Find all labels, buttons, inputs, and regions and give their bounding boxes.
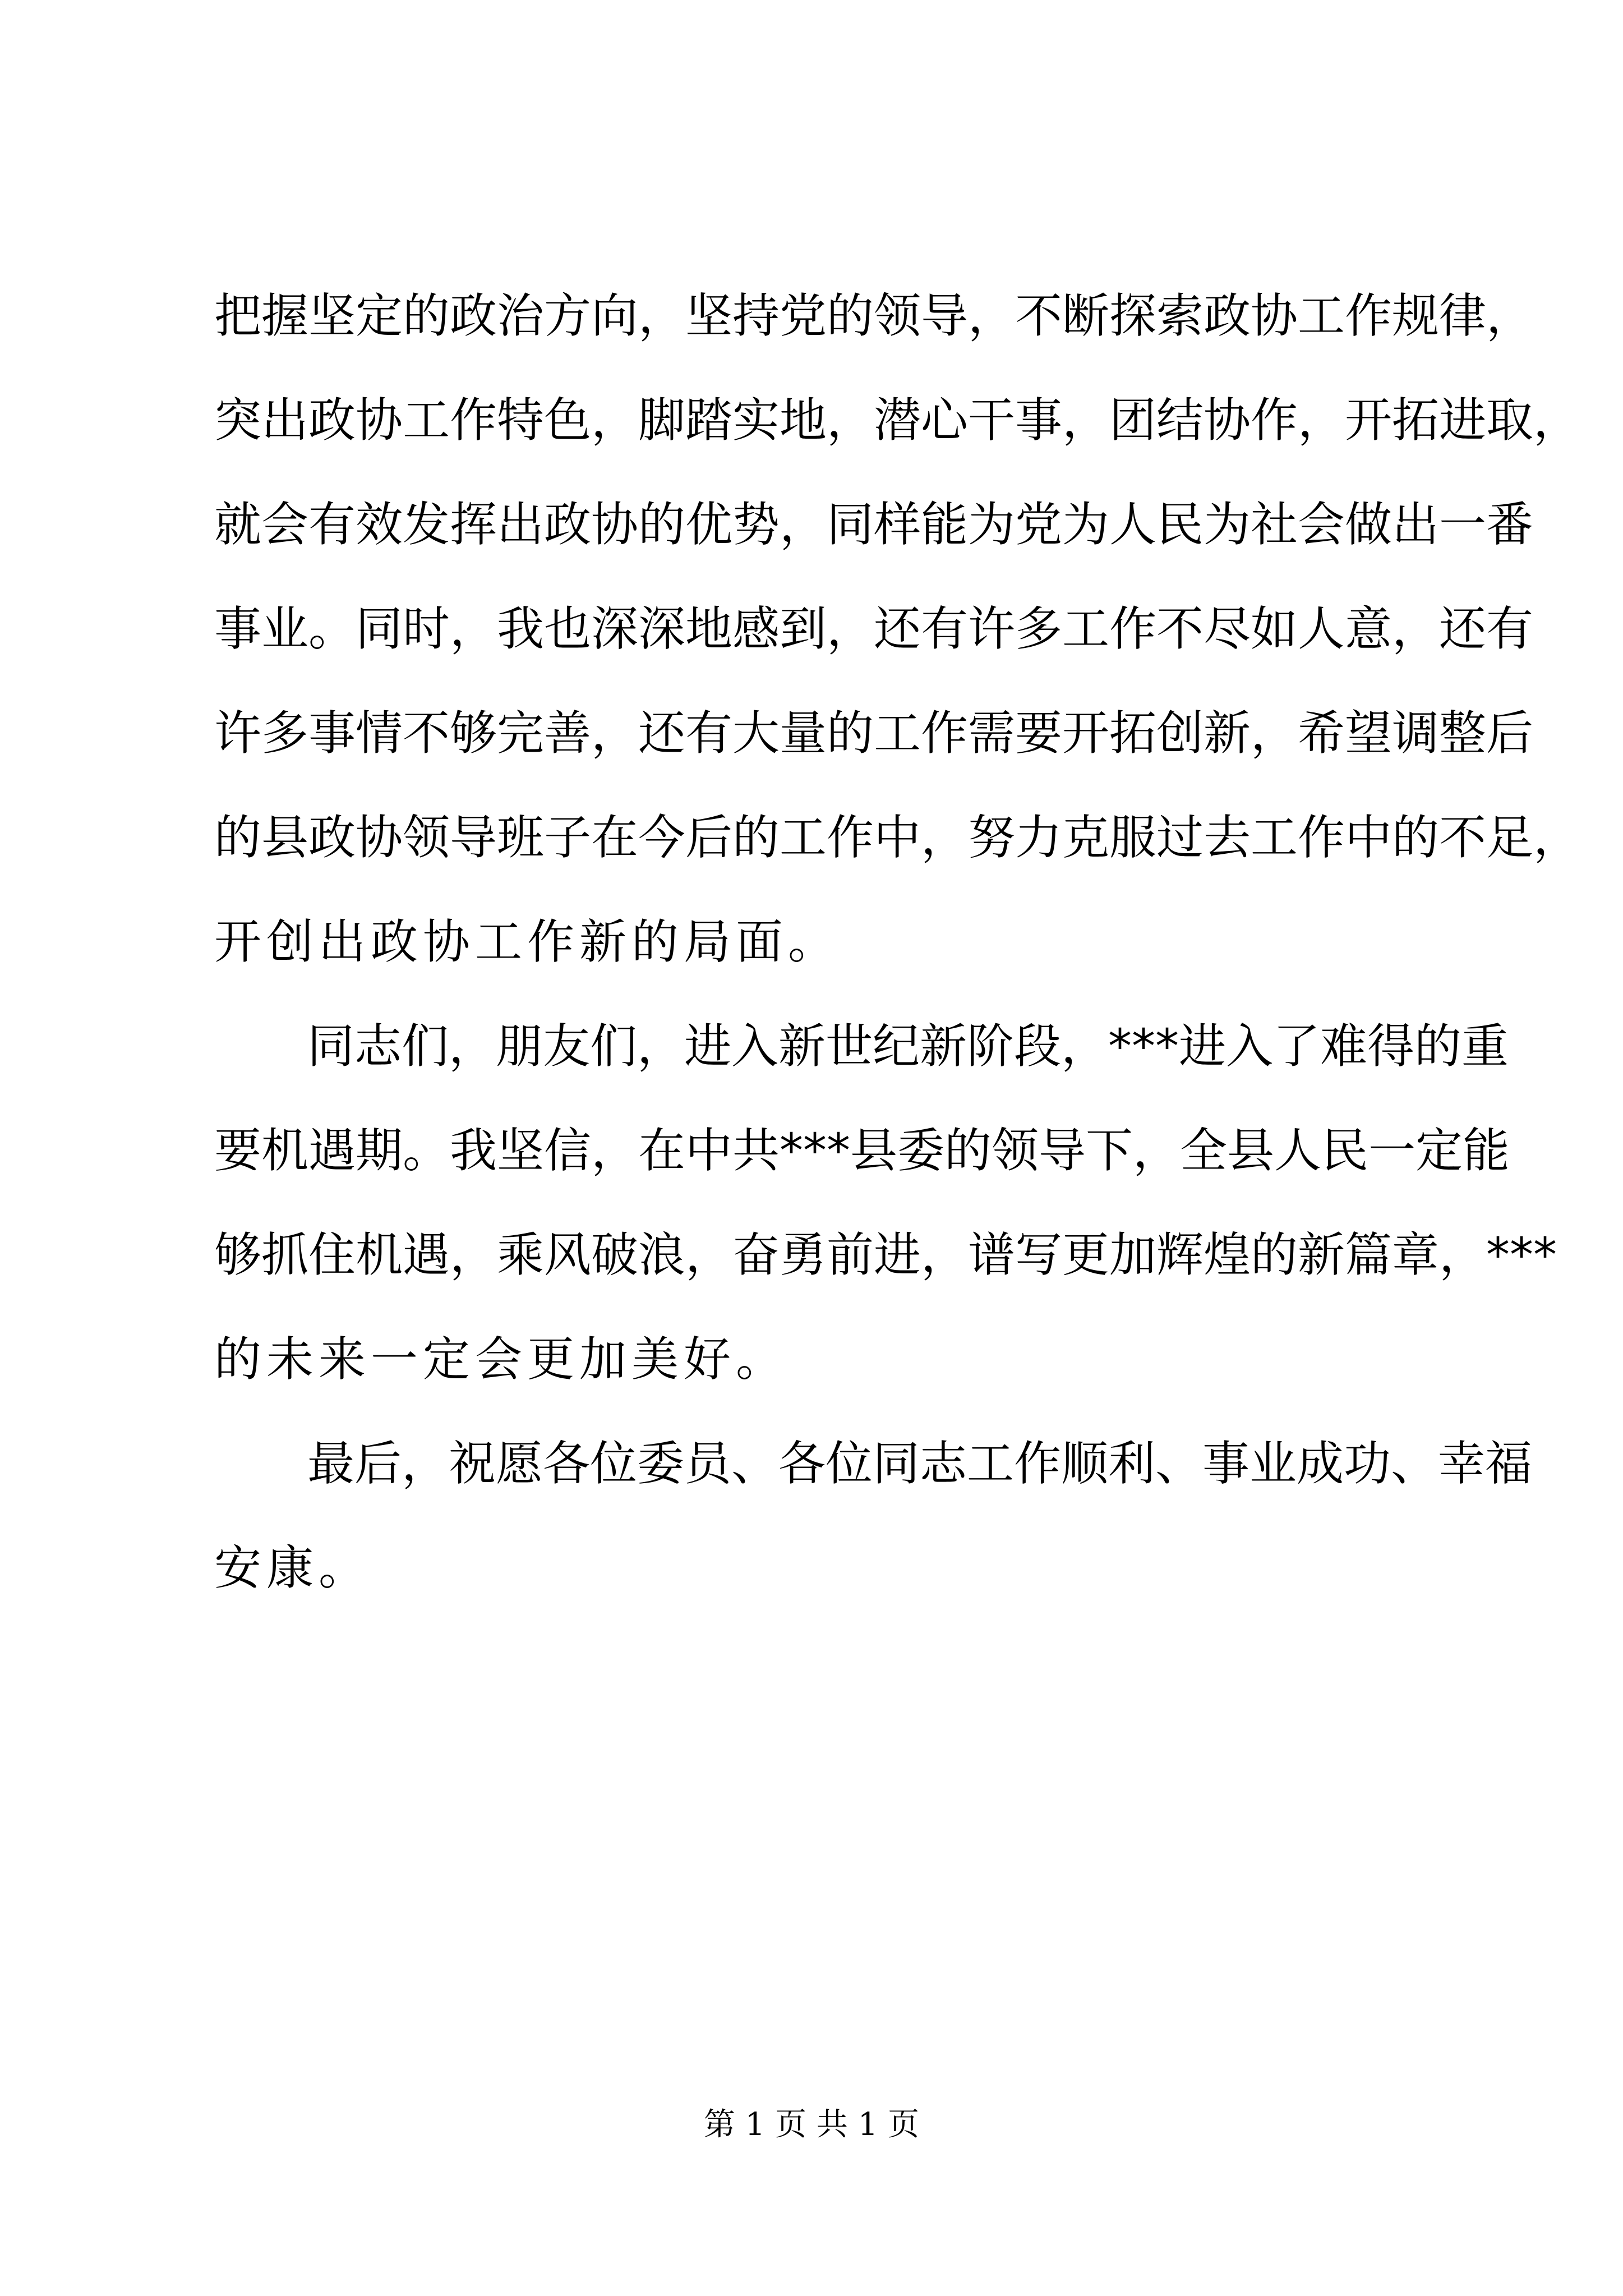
body-line: 的县政协领导班子在今后的工作中，努力克服过去工作中的不足， (214, 810, 1581, 865)
body-line: 的未来一定会更加美好。 (214, 1332, 789, 1387)
body-line: 突出政协工作特色，脚踏实地，潜心干事，团结协作，开拓进取， (214, 393, 1581, 448)
body-line: 安康。 (214, 1540, 371, 1595)
body-line: 同志们，朋友们，进入新世纪新阶段，***进入了难得的重 (307, 1019, 1509, 1074)
body-line: 最后，祝愿各位委员、各位同志工作顺利、事业成功、幸福 (307, 1436, 1533, 1491)
body-line: 开创出政协工作新的局面。 (214, 914, 841, 969)
page-number-footer: 第 1 页 共 1 页 (703, 2106, 920, 2143)
body-line: 许多事情不够完善，还有大量的工作需要开拓创新，希望调整后 (214, 706, 1534, 761)
body-line: 够抓住机遇，乘风破浪，奋勇前进，谱写更加辉煌的新篇章，*** (214, 1227, 1557, 1282)
body-line: 就会有效发挥出政协的优势，同样能为党为人民为社会做出一番 (214, 497, 1534, 552)
document-body (214, 264, 1581, 1620)
body-line: 把握坚定的政治方向，坚持党的领导，不断探索政协工作规律， (214, 288, 1534, 343)
body-line: 要机遇期。我坚信，在中共***县委的领导下，全县人民一定能 (214, 1123, 1510, 1178)
body-line: 事业。同时，我也深深地感到，还有许多工作不尽如人意，还有 (214, 601, 1534, 656)
